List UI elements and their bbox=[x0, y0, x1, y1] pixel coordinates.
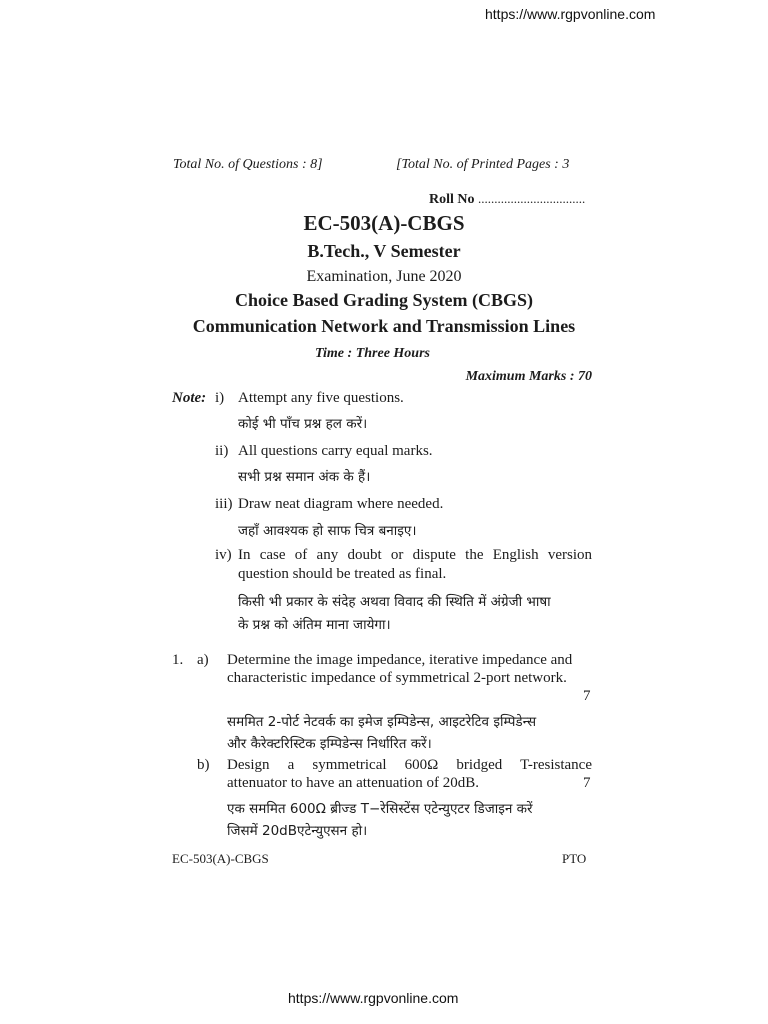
note-en-4-line2: question should be treated as final. bbox=[238, 566, 447, 582]
part-b-marks: 7 bbox=[583, 775, 591, 791]
total-pages: [Total No. of Printed Pages : 3 bbox=[396, 157, 570, 172]
time-allowed: Time : Three Hours bbox=[315, 346, 430, 361]
note-hi-3: जहाँ आवश्यक हो साफ चित्र बनाइए। bbox=[238, 523, 417, 539]
part-a-marks: 7 bbox=[583, 688, 591, 704]
part-a-en-line1: Determine the image impedance, iterative impedance and bbox=[227, 652, 573, 668]
roll-label: Roll No bbox=[429, 192, 475, 207]
part-b-en-line1: Design a symmetrical 600Ω bridged T-resistance bbox=[227, 757, 592, 773]
total-questions: Total No. of Questions : 8] bbox=[173, 157, 323, 172]
note-en-1: Attempt any five questions. bbox=[238, 390, 404, 406]
site-url-top[interactable]: https://www.rgpvonline.com bbox=[485, 6, 656, 22]
note-label: Note: bbox=[172, 390, 207, 406]
note-num-3: iii) bbox=[215, 496, 233, 512]
part-b-hi-line1: एक सममित 600Ω ब्रीज्ड T−रेसिस्टेंस एटेन्युएटर डिजाइन करें bbox=[227, 801, 533, 817]
part-a-hi-line1: सममित 2-पोर्ट नेटवर्क का इमेज इम्पिडेन्स, आइटरेटिव इम्पिडेन्स bbox=[227, 714, 537, 730]
part-b-en-line2: attenuator to have an attenuation of 20dB. bbox=[227, 775, 480, 791]
note-en-4-line1: In case of any doubt or dispute the English version bbox=[238, 547, 592, 563]
part-a-hi-line2: और कैरेक्टरिस्टिक इम्पिडेन्स निर्धारित करें। bbox=[227, 736, 432, 752]
paper-code: EC-503(A)-CBGS bbox=[303, 211, 465, 235]
exam-session: Examination, June 2020 bbox=[306, 268, 462, 285]
grading-system: Choice Based Grading System (CBGS) bbox=[234, 290, 533, 310]
note-hi-1: कोई भी पाँच प्रश्न हल करें। bbox=[238, 416, 368, 432]
note-en-2: All questions carry equal marks. bbox=[238, 443, 433, 459]
note-num-1: i) bbox=[215, 390, 225, 406]
note-hi-4-line2: के प्रश्न को अंतिम माना जायेगा। bbox=[238, 617, 391, 633]
subject-title: Communication Network and Transmission Lines bbox=[192, 316, 576, 336]
site-url-bottom[interactable]: https://www.rgpvonline.com bbox=[288, 990, 459, 1006]
note-num-4: iv) bbox=[215, 547, 232, 563]
footer-pto: PTO bbox=[562, 851, 587, 866]
question-number: 1. bbox=[172, 652, 184, 668]
note-num-2: ii) bbox=[215, 443, 229, 459]
part-a-label: a) bbox=[197, 652, 209, 668]
roll-dots: ................................. bbox=[478, 191, 586, 206]
part-b-hi-line2: जिसमें 20dBएटेन्युएसन हो। bbox=[227, 823, 368, 839]
note-hi-2: सभी प्रश्न समान अंक के हैं। bbox=[238, 469, 371, 485]
footer-code: EC-503(A)-CBGS bbox=[172, 851, 269, 866]
note-en-3: Draw neat diagram where needed. bbox=[238, 496, 444, 512]
part-b-label: b) bbox=[197, 757, 210, 773]
maximum-marks: Maximum Marks : 70 bbox=[465, 369, 592, 384]
roll-no bbox=[429, 191, 585, 208]
degree-semester: B.Tech., V Semester bbox=[307, 241, 461, 261]
part-a-en-line2: characteristic impedance of symmetrical 2-port network. bbox=[227, 670, 567, 686]
note-hi-4-line1: किसी भी प्रकार के संदेह अथवा विवाद की स्थिति में अंग्रेजी भाषा bbox=[238, 594, 551, 610]
